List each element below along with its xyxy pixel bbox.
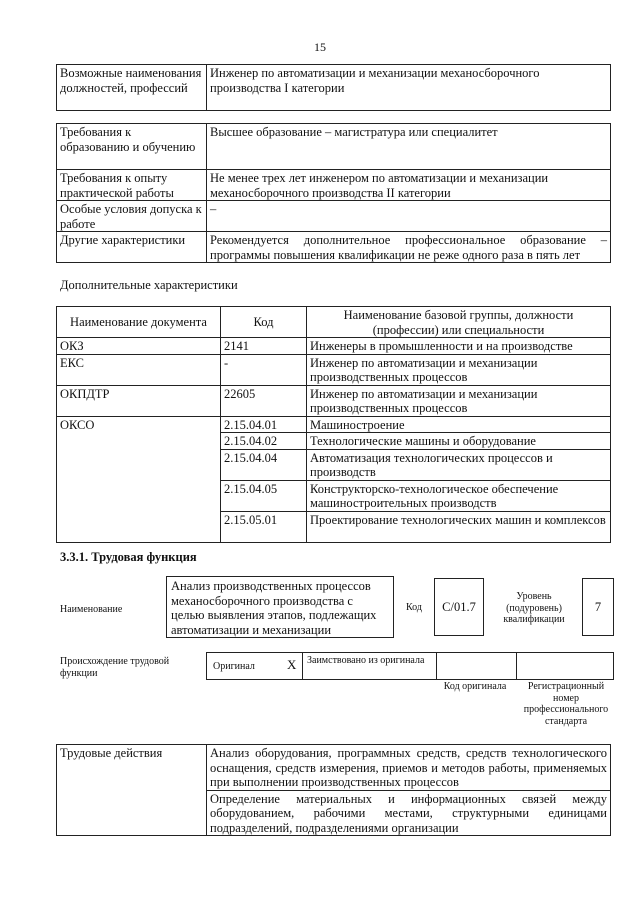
function-code-value: C/01.7 — [434, 578, 484, 636]
function-name-label: Наименование — [60, 604, 123, 615]
function-code-label: Код — [406, 602, 422, 613]
okso-code-2: 2.15.04.02 — [221, 433, 307, 450]
okz-code: 2141 — [221, 338, 307, 355]
req-other-label: Другие характеристики — [57, 232, 207, 263]
additional-title: Дополнительные характеристики — [60, 278, 238, 292]
action-item-2: Определение материальных и информационных связей между оборудованием, рабочими местами, структурными единицами подразделений, подразделениями организации — [207, 790, 611, 836]
okz-name: Инженеры в промышленности и на производстве — [307, 338, 611, 355]
okz-doc: ОКЗ — [57, 338, 221, 355]
okso-name-1: Машиностроение — [307, 416, 611, 433]
req-special-value: – — [207, 201, 611, 232]
positions-value: Инженер по автоматизации и механизации механосборочного производства I категории — [207, 65, 611, 111]
code-origin-label: Код оригинала — [443, 681, 507, 692]
req-experience-label: Требования к опыту практической работы — [57, 170, 207, 201]
origin-original-mark: X — [287, 657, 297, 672]
origin-original-label: Оригинал — [213, 661, 255, 672]
actions-label: Трудовые действия — [57, 745, 207, 836]
okpdtr-name: Инженер по автоматизации и механизации производственных процессов — [307, 385, 611, 416]
okso-name-3: Автоматизация технологических процессов и производств — [307, 449, 611, 480]
col-header-document: Наименование документа — [57, 307, 221, 338]
okpdtr-code: 22605 — [221, 385, 307, 416]
req-education-label: Требования к образованию и обучению — [57, 124, 207, 170]
okso-doc: ОКСО — [57, 416, 221, 542]
okso-name-2: Технологические машины и оборудование — [307, 433, 611, 450]
page-number: 15 — [314, 40, 326, 54]
positions-table — [56, 64, 611, 111]
additional-table — [56, 306, 611, 543]
reg-number-label: Регистрационный номер профессионального стандарта — [523, 681, 609, 727]
requirements-table — [56, 123, 611, 263]
origin-reg-cell — [517, 653, 613, 679]
actions-table — [56, 744, 611, 836]
okso-code-5: 2.15.05.01 — [221, 511, 307, 542]
function-title: 3.3.1. Трудовая функция — [60, 550, 197, 564]
origin-label: Происхождение трудовой функции — [60, 656, 170, 679]
origin-borrowed-label: Заимствовано из оригинала — [307, 655, 425, 666]
okso-name-5: Проектирование технологических машин и комплексов — [307, 511, 611, 542]
origin-row — [206, 652, 614, 680]
req-education-value: Высшее образование – магистратура или специалитет — [207, 124, 611, 170]
req-special-label: Особые условия допуска к работе — [57, 201, 207, 232]
origin-original-cell — [207, 653, 303, 679]
origin-code-cell — [437, 653, 517, 679]
okso-code-4: 2.15.04.05 — [221, 480, 307, 511]
okpdtr-doc: ОКПДТР — [57, 385, 221, 416]
req-other-value: Рекомендуется дополнительное профессиональное образование – программы повышения квалификации не реже одного раза в пять лет — [207, 232, 611, 263]
eks-doc: ЕКС — [57, 354, 221, 385]
positions-label: Возможные наименования должностей, профессий — [57, 65, 207, 111]
function-name-value: Анализ производственных процессов механосборочного производства с целью выявления этапов, подлежащих автоматизации и механизации — [166, 576, 394, 638]
okso-code-1: 2.15.04.01 — [221, 416, 307, 433]
okso-code-3: 2.15.04.04 — [221, 449, 307, 480]
okso-name-4: Конструкторско-технологическое обеспечение машиностроительных производств — [307, 480, 611, 511]
col-header-name: Наименование базовой группы, должности (профессии) или специальности — [307, 307, 611, 338]
action-item-1: Анализ оборудования, программных средств, средств технологического оснащения, средств измерения, приемов и методов работы, применяемых при выполнении производственных процессов — [207, 745, 611, 791]
eks-name: Инженер по автоматизации и механизации производственных процессов — [307, 354, 611, 385]
col-header-code: Код — [221, 307, 307, 338]
origin-borrowed-cell — [303, 653, 437, 679]
function-level-value: 7 — [582, 578, 614, 636]
function-level-label: Уровень (подуровень) квалификации — [503, 591, 565, 625]
eks-code: - — [221, 354, 307, 385]
req-experience-value: Не менее трех лет инженером по автоматизации и механизации механосборочного производства II категории — [207, 170, 611, 201]
